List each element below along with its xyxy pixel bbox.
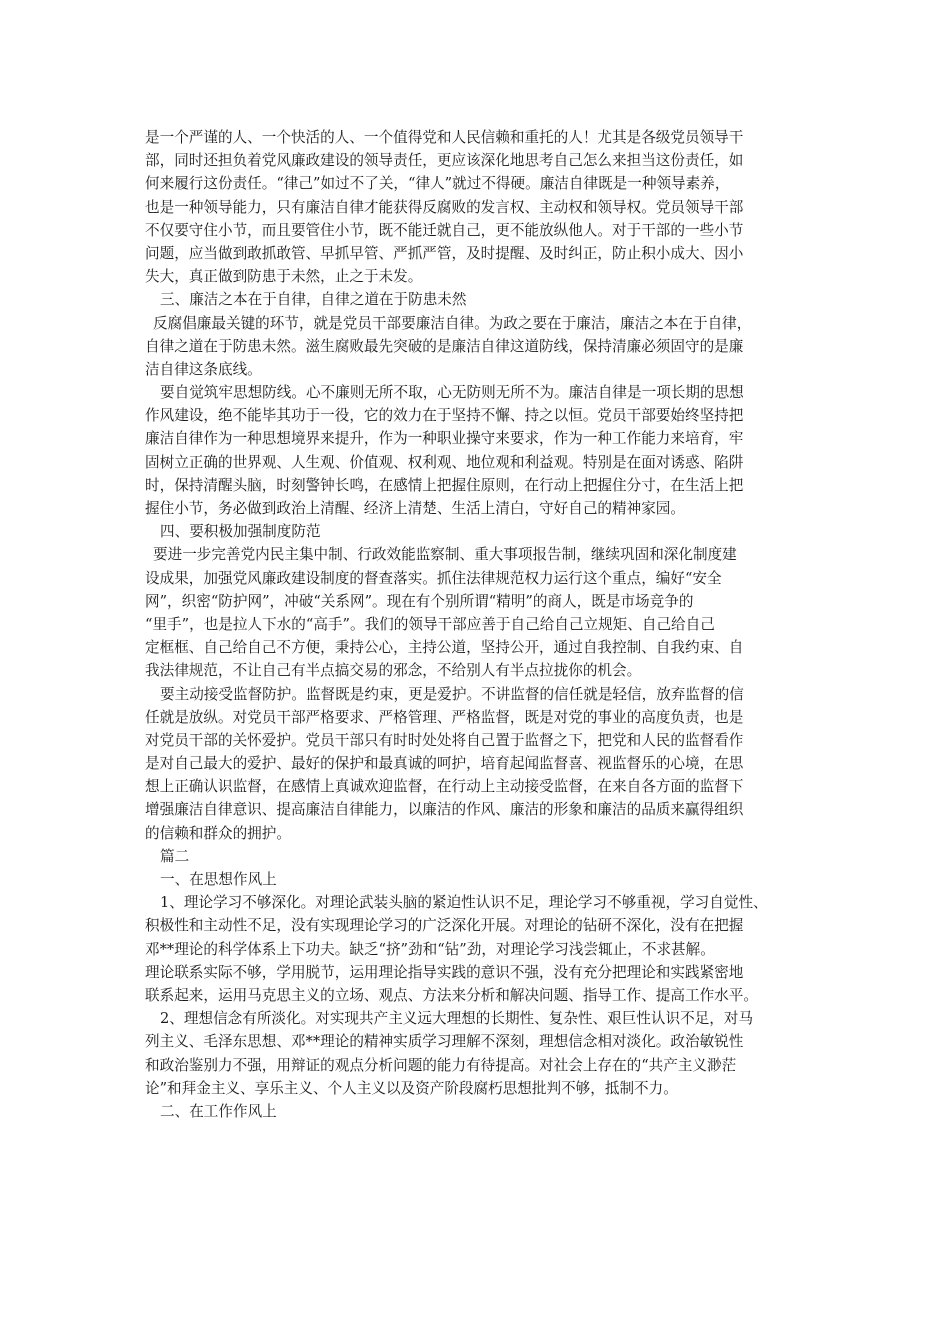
paragraph (145, 312, 817, 382)
text-line: 自律之道在于防患未然。滋生腐败最先突破的是廉洁自律这道防线，保持清廉必须固守的是廉 (145, 337, 744, 355)
text-line: 廉洁自律作为一种思想境界来提升，作为一种职业操守来要求，作为一种工作能力来培育，牢 (145, 430, 744, 448)
text-line: 不仅要守住小节，而且要管住小节，既不能迁就自己，更不能放纵他人。对于干部的一些小节 (145, 221, 744, 239)
text-line: 增强廉洁自律意识、提高廉洁自律能力，以廉洁的作风、廉洁的形象和廉洁的品质来赢得组织 (145, 801, 744, 819)
section-heading (145, 520, 817, 543)
text-line: 篇二 (160, 847, 190, 865)
text-line: 任就是放纵。对党员干部严格要求、严格管理、严格监督，既是对党的事业的高度负责，也是 (145, 708, 744, 726)
paragraph (145, 683, 817, 845)
text-line: 的信赖和群众的拥护。 (145, 824, 291, 842)
text-line: 定框框、自己给自己不方便，秉持公心，主持公道，坚持公开，通过自我控制、自我约束、自 (145, 639, 744, 657)
text-line: 要进一步完善党内民主集中制、行政效能监察制、重大事项报告制，继续巩固和深化制度建 (153, 546, 737, 564)
text-line: 论”和拜金主义、享乐主义、个人主义以及资产阶段腐朽思想批判不够，抵制不力。 (145, 1079, 678, 1097)
text-line: 作风建设，绝不能毕其功于一役，它的效力在于坚持不懈、持之以恒。党员干部要始终坚持把 (145, 407, 744, 425)
text-line: 一、在思想作风上 (160, 871, 277, 888)
section-heading (145, 1100, 817, 1123)
text-line: 要自觉筑牢思想防线。心不廉则无所不取，心无防则无所不为。廉洁自律是一项长期的思想 (160, 384, 744, 402)
text-line: 反腐倡廉最关键的环节，就是党员干部要廉洁自律。为政之要在于廉洁，廉洁之本在于自律， (153, 314, 752, 332)
section-heading (145, 845, 817, 868)
text-line: 何来履行这份责任。“律己”如过不了关，“律人”就过不得硬。廉洁自律既是一种领导素养， (145, 175, 730, 193)
text-line: 失大，真正做到防患于未然，止之于未发。 (145, 268, 423, 286)
text-line: 问题，应当做到敢抓敢管、早抓早管、严抓严管，及时提醒、及时纠正，防止积小成大、因小 (145, 244, 744, 262)
text-line: 1、理论学习不够深化。对理论武装头脑的紧迫性认识不足，理论学习不够重视，学习自觉性、 (160, 894, 768, 912)
text-line: 2、理想信念有所淡化。对实现共产主义远大理想的长期性、复杂性、艰巨性认识不足，对马 (160, 1010, 754, 1028)
text-line: 固树立正确的世界观、人生观、价值观、权利观、地位观和利益观。特别是在面对诱惑、陷阱 (145, 453, 744, 471)
text-line: 二、在工作作风上 (160, 1102, 277, 1120)
text-line: 设成果，加强党风廉政建设制度的督查落实。抓住法律规范权力运行这个重点，编好“安全 (145, 569, 722, 587)
text-line: 要主动接受监督防护。监督既是约束，更是爱护。不讲监督的信任就是轻信，放弃监督的信 (160, 685, 744, 703)
text-line: 理论联系实际不够，学用脱节，运用理论指导实践的意识不强，没有充分把理论和实践紧密地 (145, 963, 744, 981)
text-line: 时，保持清醒头脑，时刻警钟长鸣，在感情上把握住原则，在行动上把握住分寸，在生活上把 (145, 476, 744, 494)
text-line: 和政治鉴别力不强，用辩证的观点分析问题的能力有待提高。对社会上存在的“共产主义渺茫 (145, 1056, 737, 1074)
text-line: 三、廉洁之本在于自律，自律之道在于防患未然 (160, 291, 467, 309)
text-line: 对党员干部的关怀爱护。党员干部只有时时处处将自己置于监督之下，把党和人民的监督看作 (145, 731, 744, 749)
text-line: 是对自己最大的爱护、最好的保护和最真诚的呵护，培育起闻监督喜、视监督乐的心境，在思 (145, 755, 744, 773)
section-heading (145, 288, 817, 311)
text-line: 积极性和主动性不足，没有实现理论学习的广泛深化开展。对理论的钻研不深化，没有在把握 (145, 917, 744, 935)
text-line: 网”，织密“防护网”，冲破“关系网”。现在有个别所谓“精明”的商人，既是市场竞争的 (145, 592, 694, 610)
text-line: 是一个严谨的人、一个快活的人、一个值得党和人民信赖和重托的人！尤其是各级党员领导干 (145, 129, 744, 146)
document-body (145, 126, 817, 1123)
paragraph (145, 1007, 817, 1100)
text-line: “里手”，也是拉人下水的“高手”。我们的领导干部应善于自己给自己立规矩、自己给自己 (145, 615, 715, 633)
text-line: 也是一种领导能力，只有廉洁自律才能获得反腐败的发言权、主动权和领导权。党员领导干部 (145, 198, 744, 216)
text-line: 我法律规范，不让自己有半点搞交易的邪念，不给别人有半点拉拢你的机会。 (145, 662, 642, 680)
paragraph (145, 891, 817, 1007)
paragraph (145, 543, 817, 682)
text-line: 想上正确认识监督，在感情上真诚欢迎监督，在行动上主动接受监督，在来自各方面的监督下 (145, 778, 744, 796)
text-line: 部，同时还担负着党风廉政建设的领导责任，更应该深化地思考自己怎么来担当这份责任，如 (145, 152, 744, 170)
text-line: 握住小节，务必做到政治上清醒、经济上清楚、生活上清白，守好自己的精神家园。 (145, 500, 685, 517)
text-line: 列主义、毛泽东思想、邓**理论的精神实质学习理解不深刻，理想信念相对淡化。政治敏锐性 (145, 1033, 744, 1051)
section-heading (145, 868, 817, 891)
paragraph (145, 126, 817, 288)
text-line: 洁自律这条底线。 (145, 360, 262, 378)
text-line: 邓**理论的科学体系上下功夫。缺乏“挤”劲和“钻”劲，对理论学习浅尝辄止，不求甚解。 (145, 940, 715, 958)
text-line: 四、要积极加强制度防范 (160, 523, 321, 541)
paragraph (145, 381, 817, 520)
text-line: 联系起来，运用马克思主义的立场、观点、方法来分析和解决问题、指导工作、提高工作水平。 (145, 986, 758, 1004)
